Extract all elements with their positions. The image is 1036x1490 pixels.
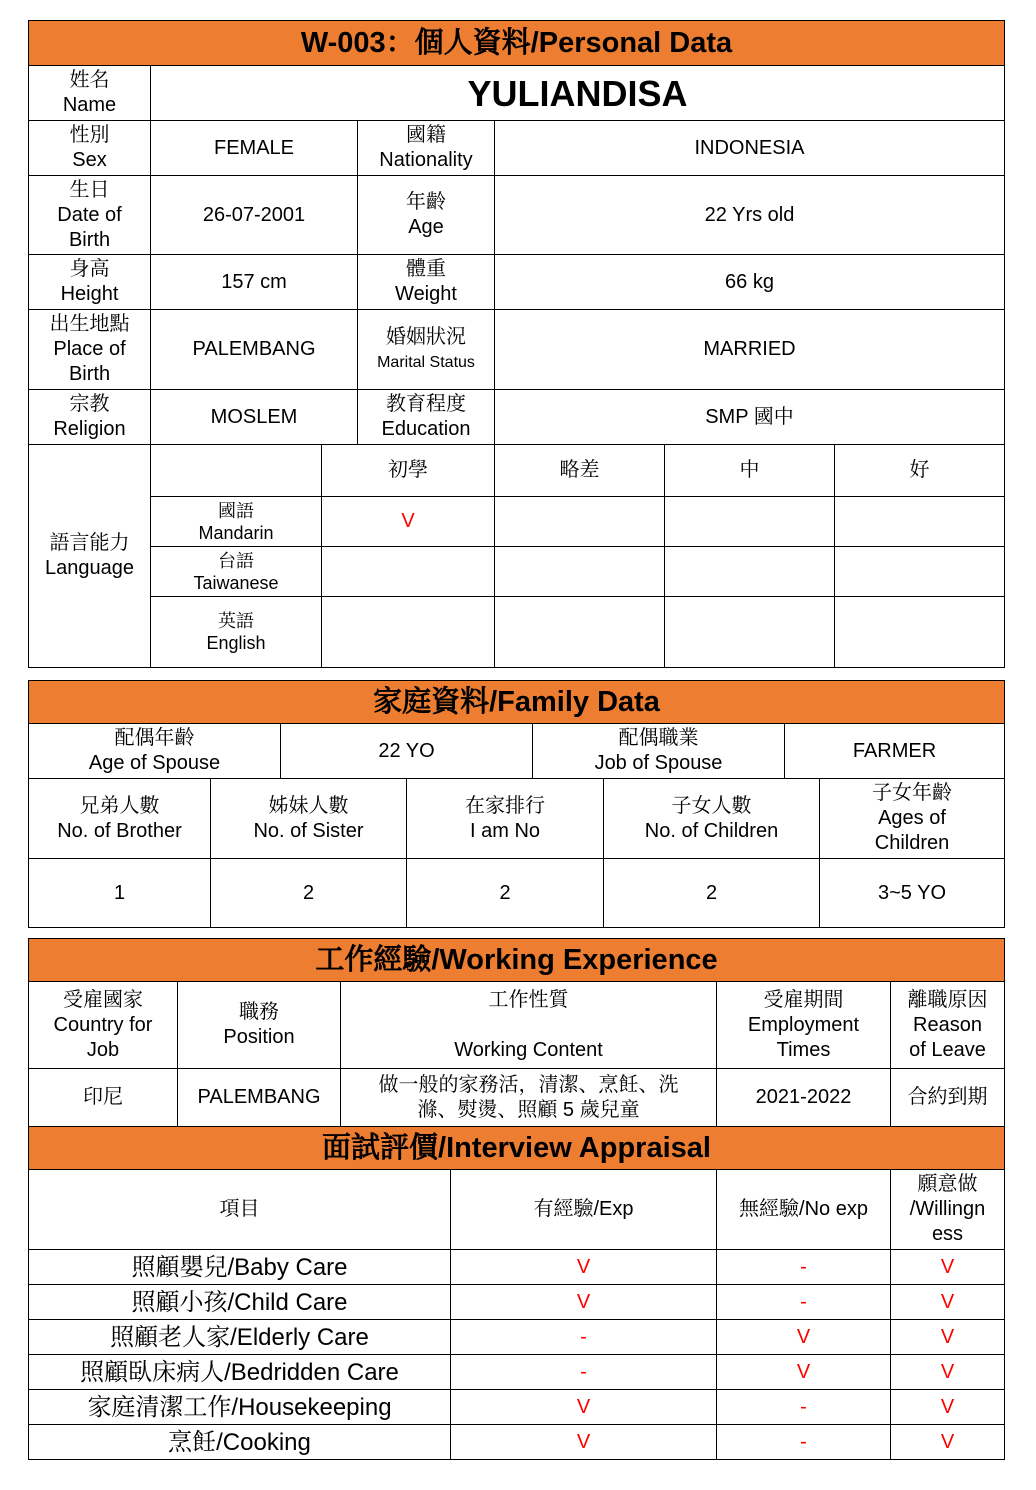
work-experience-header: 工作經驗/Working Experience <box>29 939 1005 982</box>
appraisal-will-mark: V <box>891 1355 1005 1390</box>
personal-data-table <box>28 20 1005 445</box>
marital-label: 婚姻狀況 Marital Status <box>358 310 495 390</box>
family-counts-table <box>28 778 1005 928</box>
appraisal-will-mark: V <box>891 1320 1005 1355</box>
work-position-label: 職務 Position <box>178 982 341 1069</box>
language-mark <box>665 547 835 597</box>
work-position-value: PALEMBANG <box>178 1069 341 1127</box>
religion-label: 宗教 Religion <box>29 390 151 445</box>
pob-value: PALEMBANG <box>151 310 358 390</box>
appraisal-item: 照顧老人家/Elderly Care <box>29 1320 451 1355</box>
appraisal-exp-mark: - <box>451 1320 717 1355</box>
appraisal-item-label: 項目 <box>29 1170 451 1250</box>
work-country-label: 受雇國家 Country for Job <box>29 982 178 1069</box>
level-header: 好 <box>835 445 1005 497</box>
appraisal-noexp-mark: - <box>717 1425 891 1460</box>
appraisal-exp-label: 有經驗/Exp <box>451 1170 717 1250</box>
weight-value: 66 kg <box>495 255 1005 310</box>
age-value: 22 Yrs old <box>495 176 1005 255</box>
weight-label: 體重 Weight <box>358 255 495 310</box>
level-header: 初學 <box>322 445 495 497</box>
language-row-label: 國語 Mandarin <box>151 497 322 547</box>
rank-value: 2 <box>407 859 604 928</box>
appraisal-noexp-mark: - <box>717 1250 891 1285</box>
language-mark <box>322 597 495 668</box>
language-row-label: 英語 English <box>151 597 322 668</box>
language-corner <box>151 445 322 497</box>
appraisal-noexp-label: 無經驗/No exp <box>717 1170 891 1250</box>
appraisal-item: 家庭清潔工作/Housekeeping <box>29 1390 451 1425</box>
language-mark <box>835 547 1005 597</box>
level-header: 略差 <box>495 445 665 497</box>
language-mark <box>835 497 1005 547</box>
education-label: 教育程度 Education <box>358 390 495 445</box>
brother-value: 1 <box>29 859 211 928</box>
appraisal-noexp-mark: - <box>717 1390 891 1425</box>
appraisal-header: 面試評價/Interview Appraisal <box>29 1127 1005 1170</box>
marital-value: MARRIED <box>495 310 1005 390</box>
appraisal-item: 照顧小孩/Child Care <box>29 1285 451 1320</box>
appraisal-will-mark: V <box>891 1250 1005 1285</box>
nationality-value: INDONESIA <box>495 121 1005 176</box>
sister-label: 姊妹人數 No. of Sister <box>211 779 407 859</box>
pob-label: 出生地點 Place of Birth <box>29 310 151 390</box>
spouse-job-value: FARMER <box>785 724 1005 779</box>
work-times-label: 受雇期間 Employment Times <box>717 982 891 1069</box>
language-mark <box>495 597 665 668</box>
personal-data-section <box>28 20 1005 668</box>
work-experience-table <box>28 938 1005 1127</box>
brother-label: 兄弟人數 No. of Brother <box>29 779 211 859</box>
work-experience-section <box>28 938 1005 1460</box>
appraisal-will-mark: V <box>891 1425 1005 1460</box>
sister-value: 2 <box>211 859 407 928</box>
appraisal-noexp-mark: V <box>717 1320 891 1355</box>
language-mark <box>835 597 1005 668</box>
appraisal-item: 照顧嬰兒/Baby Care <box>29 1250 451 1285</box>
name-value: YULIANDISA <box>151 66 1005 121</box>
sex-value: FEMALE <box>151 121 358 176</box>
family-spouse-table <box>28 680 1005 779</box>
language-mark <box>665 597 835 668</box>
dob-value: 26-07-2001 <box>151 176 358 255</box>
nationality-label: 國籍 Nationality <box>358 121 495 176</box>
work-country-value: 印尼 <box>29 1069 178 1127</box>
children-count-label: 子女人數 No. of Children <box>604 779 820 859</box>
appraisal-item: 照顧臥床病人/Bedridden Care <box>29 1355 451 1390</box>
work-reason-label: 離職原因 Reason of Leave <box>891 982 1005 1069</box>
appraisal-noexp-mark: - <box>717 1285 891 1320</box>
appraisal-exp-mark: V <box>451 1285 717 1320</box>
appraisal-will-mark: V <box>891 1390 1005 1425</box>
language-row-label: 台語 Taiwanese <box>151 547 322 597</box>
children-age-value: 3~5 YO <box>820 859 1005 928</box>
language-mark <box>495 547 665 597</box>
family-data-header: 家庭資料/Family Data <box>29 681 1005 724</box>
religion-value: MOSLEM <box>151 390 358 445</box>
rank-label: 在家排行 I am No <box>407 779 604 859</box>
appraisal-exp-mark: V <box>451 1390 717 1425</box>
work-content-value: 做一般的家務活，清潔、烹飪、洗 滌、熨燙、照顧 5 歲兒童 <box>341 1069 717 1127</box>
language-mark: V <box>322 497 495 547</box>
appraisal-exp-mark: - <box>451 1355 717 1390</box>
level-header: 中 <box>665 445 835 497</box>
language-table <box>28 444 1005 668</box>
language-mark <box>322 547 495 597</box>
sex-label: 性別 Sex <box>29 121 151 176</box>
spouse-job-label: 配偶職業 Job of Spouse <box>533 724 785 779</box>
spouse-age-value: 22 YO <box>281 724 533 779</box>
family-data-section <box>28 680 1005 928</box>
appraisal-exp-mark: V <box>451 1250 717 1285</box>
height-label: 身高 Height <box>29 255 151 310</box>
appraisal-table <box>28 1126 1005 1460</box>
children-age-label: 子女年齡 Ages of Children <box>820 779 1005 859</box>
personal-data-header: W-003：個人資料/Personal Data <box>29 21 1005 66</box>
work-content-label: 工作性質 Working Content <box>341 982 717 1069</box>
appraisal-item: 烹飪/Cooking <box>29 1425 451 1460</box>
appraisal-will-mark: V <box>891 1285 1005 1320</box>
language-mark <box>665 497 835 547</box>
language-mark <box>495 497 665 547</box>
height-value: 157 cm <box>151 255 358 310</box>
appraisal-will-label: 願意做 /Willingn ess <box>891 1170 1005 1250</box>
children-count-value: 2 <box>604 859 820 928</box>
appraisal-noexp-mark: V <box>717 1355 891 1390</box>
age-label: 年齡 Age <box>358 176 495 255</box>
education-value: SMP 國中 <box>495 390 1005 445</box>
spouse-age-label: 配偶年齡 Age of Spouse <box>29 724 281 779</box>
name-label: 姓名 Name <box>29 66 151 121</box>
work-reason-value: 合約到期 <box>891 1069 1005 1127</box>
work-times-value: 2021-2022 <box>717 1069 891 1127</box>
dob-label: 生日 Date of Birth <box>29 176 151 255</box>
appraisal-exp-mark: V <box>451 1425 717 1460</box>
language-label: 語言能力 Language <box>29 445 151 668</box>
